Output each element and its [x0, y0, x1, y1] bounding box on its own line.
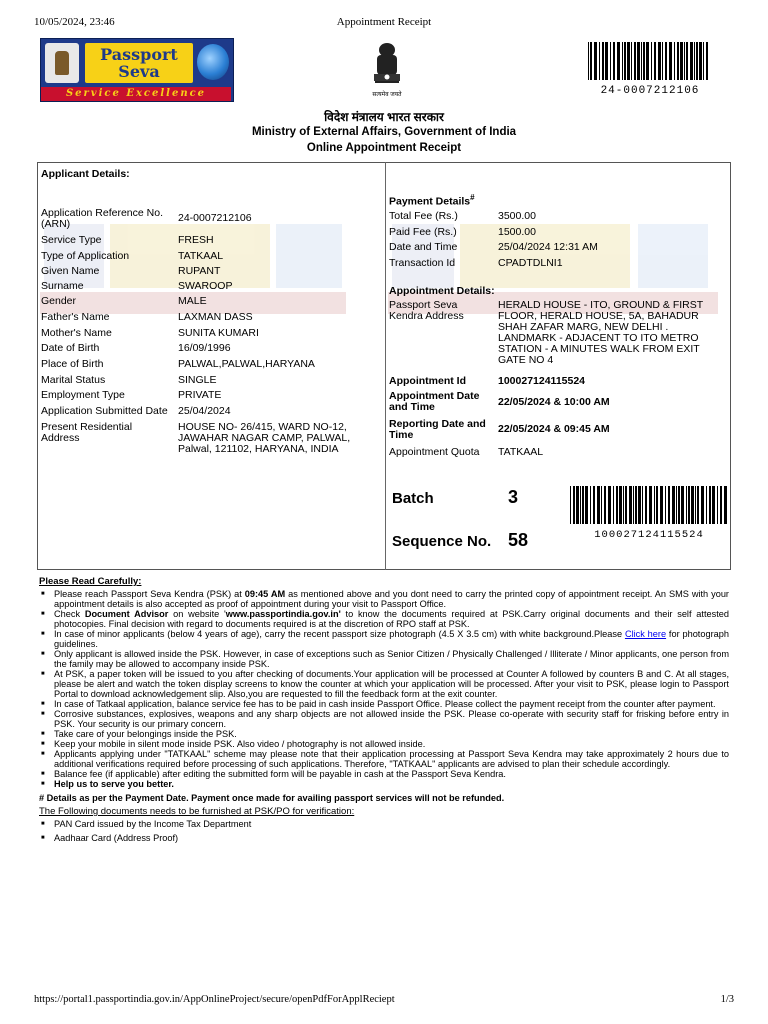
- kendra-address-value: HERALD HOUSE - ITO, GROUND & FIRST FLOOR, HERALD HOUSE, 5A, BAHADUR SHAH ZAFAR MARG, NEW DELHI . LANDMARK - ADJACENT TO ITO METRO STATION - A MINUTES WALK FROM EXIT GATE NO 4: [498, 299, 703, 366]
- place-of-birth-label: Place of Birth: [41, 358, 104, 370]
- documents-list: [39, 819, 729, 843]
- employment-type-value: PRIVATE: [178, 389, 222, 401]
- instruction-item: ■ Only applicant is allowed inside the PSK. However, in case of exceptions such as Senior Citizen / Physically Challenged / Illiterate / Minor applicants, one person from the family may be allowed to accompany inside PSK.: [54, 649, 729, 669]
- payment-note: # Details as per the Payment Date. Payment once made for availing passport services will not be refunded.: [39, 793, 505, 803]
- gender-value: MALE: [178, 295, 207, 307]
- print-url: https://portal1.passportindia.gov.in/AppOnlineProject/secure/openPdfForApplReciept: [34, 994, 395, 1005]
- emblem-icon: [45, 43, 79, 83]
- sequence-value: 58: [508, 530, 529, 550]
- photo-guidelines-link[interactable]: Click here: [624, 629, 667, 639]
- paid-fee-label: Paid Fee (Rs.): [389, 226, 457, 238]
- arn-barcode: [588, 42, 712, 80]
- document-item: ■ Aadhaar Card (Address Proof): [54, 833, 729, 843]
- batch-value: 3: [508, 487, 519, 507]
- instruction-item: ■ Corrosive substances, explosives, weapons and any sharp objects are not allowed inside the PSK. Please co-operate with security staff for frisking before entry in PSK. Your security is our primary concern.: [54, 709, 729, 729]
- total-fee-label: Total Fee (Rs.): [389, 210, 458, 222]
- appointment-datetime-label: Appointment Date and Time: [389, 390, 480, 413]
- instruction-item: ■ Check Document Advisor on website 'www.passportindia.gov.in' to know the documents required at PSK.Carry original documents and their self attested photocopies. Final decision with regard to documents required is at the discretion of RPO staff at PSK.: [54, 609, 729, 629]
- given-name-value: RUPANT: [178, 265, 221, 277]
- national-emblem-icon: [370, 40, 400, 102]
- appointment-quota-label: Appointment Quota: [389, 446, 480, 458]
- transaction-id-value: CPADTDLNI1: [498, 257, 563, 269]
- payment-datetime-label: Date and Time: [389, 241, 458, 253]
- batch-label: Batch: [392, 490, 434, 507]
- application-type-value: TATKAAL: [178, 250, 224, 262]
- gender-label: Gender: [41, 295, 77, 307]
- paid-fee-value: 1500.00: [498, 226, 536, 238]
- submitted-date-value: 25/04/2024: [178, 405, 231, 417]
- arn-barcode-text: 24-0007212106: [600, 85, 700, 97]
- globe-icon: [197, 44, 229, 80]
- logo-text-line1: Passport: [100, 45, 178, 64]
- father-name-label: Father's Name: [41, 311, 110, 323]
- mother-name-value: SUNITA KUMARI: [178, 327, 259, 339]
- applicant-section-title: Applicant Details:: [41, 168, 130, 180]
- dob-value: 16/09/1996: [178, 342, 231, 354]
- kendra-address-label: Passport Seva Kendra Address: [389, 299, 464, 322]
- application-type-label: Type of Application: [41, 250, 130, 262]
- service-type-label: Service Type: [41, 234, 102, 246]
- reporting-datetime-value: 22/05/2024 & 09:45 AM: [498, 423, 610, 435]
- column-divider: [385, 162, 386, 570]
- instruction-item: ■ Applicants applying under "TATKAAL" scheme may please note that their application processing at Passport Seva Kendra may take approximately 2 hours due to additional verifications required before processing of such applications. Therefore, "TATKAAL" applicants are advised to plan their schedule accordingly.: [54, 749, 729, 769]
- appointment-barcode: [570, 486, 730, 524]
- appointment-section-title: Appointment Details:: [389, 285, 495, 297]
- service-type-value: FRESH: [178, 234, 214, 246]
- sequence-label: Sequence No.: [392, 533, 492, 550]
- appointment-barcode-text: 100027124115524: [594, 529, 704, 541]
- marital-status-value: SINGLE: [178, 374, 217, 386]
- mother-name-label: Mother's Name: [41, 327, 112, 339]
- total-fee-value: 3500.00: [498, 210, 536, 222]
- place-of-birth-value: PALWAL,PALWAL,HARYANA: [178, 358, 315, 370]
- appointment-id-label: Appointment Id: [389, 375, 466, 387]
- instruction-item: ■ Help us to serve you better.: [54, 779, 729, 789]
- instruction-item: ■ Take care of your belongings inside the PSK.: [54, 729, 729, 739]
- documents-title: The Following documents needs to be furnished at PSK/PO for verification:: [39, 806, 355, 817]
- payment-datetime-value: 25/04/2024 12:31 AM: [498, 241, 598, 253]
- print-title: Appointment Receipt: [336, 16, 432, 28]
- document-item: ■ PAN Card issued by the Income Tax Department: [54, 819, 729, 829]
- transaction-id-label: Transaction Id: [389, 257, 456, 269]
- header-receipt-title: Online Appointment Receipt: [306, 142, 462, 154]
- arn-value: 24-0007212106: [178, 212, 252, 224]
- logo-text-line2: Seva: [118, 62, 160, 81]
- instruction-item: ■ Balance fee (if applicable) after editing the submitted form will be payable in cash at the Passport Seva Kendra.: [54, 769, 729, 779]
- marital-status-label: Marital Status: [41, 374, 106, 386]
- appointment-quota-value: TATKAAL: [498, 446, 544, 458]
- instructions-section: [39, 577, 729, 843]
- payment-section-title-text: Payment Details: [389, 195, 471, 208]
- print-datetime: 10/05/2024, 23:46: [34, 16, 115, 28]
- instructions-list: [39, 589, 729, 789]
- dob-label: Date of Birth: [41, 342, 100, 354]
- appointment-id-value: 100027124115524: [498, 375, 586, 387]
- instruction-item: ■ At PSK, a paper token will be issued to you after checking of documents.Your application will be processed at Counter A followed by counters B and C. At all stages, please be alert and watch the token display screens to know the counter at which your application will be processed. After your visit to PSK, please login to Passport Portal to download acknowledgement slip. Also,you are requested to fill the feedback form at the exit counter.: [54, 669, 729, 699]
- address-value: HOUSE NO- 26/415, WARD NO-12, JAWAHAR NAGAR CAMP, PALWAL, Palwal, 121102, HARYANA, INDIA: [178, 421, 351, 455]
- print-page-number: 1/3: [720, 994, 734, 1005]
- arn-label: Application Reference No. (ARN): [41, 207, 163, 230]
- website-link[interactable]: www.passportindia.gov.in': [225, 609, 341, 619]
- payment-section-title: [389, 193, 475, 208]
- address-label: Present Residential Address: [41, 421, 133, 444]
- surname-label: Surname: [41, 280, 84, 292]
- passport-seva-logo: [40, 38, 234, 102]
- instruction-item: ■ Please reach Passport Seva Kendra (PSK) at 09:45 AM as mentioned above and you dont need to carry the printed copy of appointment receipt. An SMS with your appointment details is also accepted as proof of appointment during your visit to Passport Office.: [54, 589, 729, 609]
- payment-section-mark: #: [470, 193, 475, 202]
- instruction-item: ■ In case of Tatkaal application, balance service fee has to be paid in cash inside Passport Office. Please collect the payment receipt from the counter after payment.: [54, 699, 729, 709]
- father-name-value: LAXMAN DASS: [178, 311, 253, 323]
- submitted-date-label: Application Submitted Date: [41, 405, 168, 417]
- header-hindi: विदेश मंत्रालय भारत सरकार: [324, 110, 444, 124]
- header-ministry: Ministry of External Affairs, Government of India: [251, 126, 517, 138]
- instructions-title: Please Read Carefully:: [39, 576, 142, 587]
- instruction-item: ■ Keep your mobile in silent mode inside PSK. Also video / photography is not allowed inside.: [54, 739, 729, 749]
- appointment-datetime-value: 22/05/2024 & 10:00 AM: [498, 396, 610, 408]
- emblem-motto: सत्यमेव जयते: [372, 92, 402, 98]
- instruction-item: ■ In case of minor applicants (below 4 years of age), carry the recent passport size photograph (4.5 X 3.5 cm) with white background.Please Click here for photograph guidelines.: [54, 629, 729, 649]
- reporting-datetime-label: Reporting Date and Time: [389, 418, 486, 441]
- surname-value: SWAROOP: [178, 280, 233, 292]
- employment-type-label: Employment Type: [41, 389, 125, 401]
- given-name-label: Given Name: [41, 265, 100, 277]
- logo-band: Service Excellence: [41, 87, 231, 101]
